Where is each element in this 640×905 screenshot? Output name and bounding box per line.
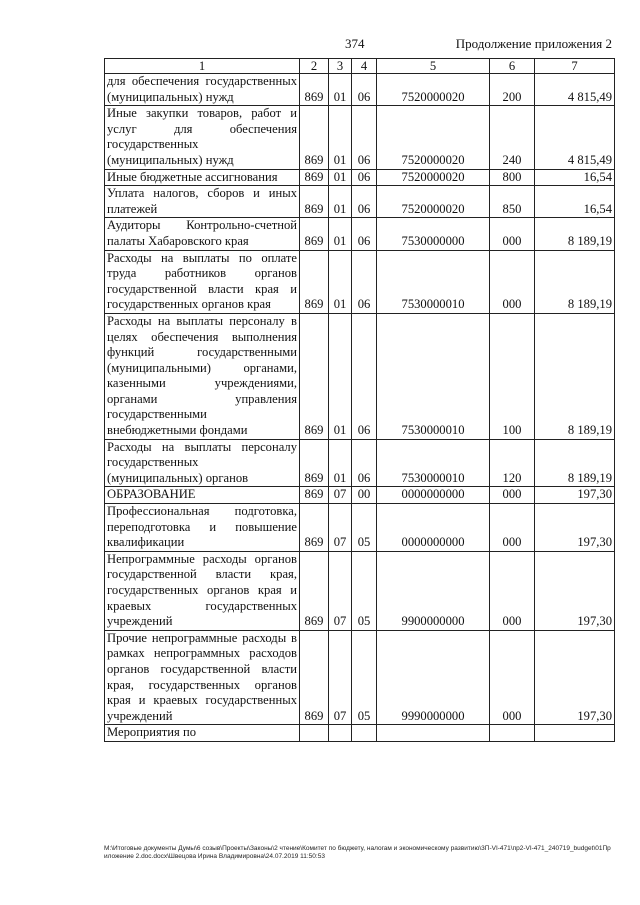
table-row — [105, 106, 615, 169]
amount-cell — [535, 725, 615, 742]
amount-cell: 197,30 — [535, 504, 615, 552]
expense-type-cell: 100 — [490, 313, 535, 439]
admin-code-cell: 869 — [300, 218, 329, 250]
amount-cell: 16,54 — [535, 186, 615, 218]
table-row — [105, 551, 615, 630]
admin-code-cell: 869 — [300, 630, 329, 725]
subsection-cell: 06 — [352, 439, 377, 487]
row-name-cell: Непрограммные расходы органов государственной власти края, государственных органов края и краевых государственных учреждений — [105, 551, 300, 630]
admin-code-cell: 869 — [300, 250, 329, 313]
expense-type-cell: 000 — [490, 250, 535, 313]
target-article-cell: 0000000000 — [377, 504, 490, 552]
amount-cell: 8 189,19 — [535, 439, 615, 487]
row-name-cell: для обеспечения государственных (муниципальных) нужд — [105, 74, 300, 106]
admin-code-cell: 869 — [300, 74, 329, 106]
subsection-cell: 05 — [352, 504, 377, 552]
subsection-cell: 06 — [352, 106, 377, 169]
subsection-cell: 05 — [352, 630, 377, 725]
expense-type-cell: 000 — [490, 487, 535, 504]
section-cell — [329, 725, 352, 742]
table-row — [105, 487, 615, 504]
amount-cell: 16,54 — [535, 169, 615, 186]
amount-cell: 8 189,19 — [535, 313, 615, 439]
expense-type-cell: 120 — [490, 439, 535, 487]
target-article-cell: 7520000020 — [377, 106, 490, 169]
subsection-cell: 00 — [352, 487, 377, 504]
section-cell: 01 — [329, 313, 352, 439]
admin-code-cell: 869 — [300, 106, 329, 169]
row-name-cell: Уплата налогов, сборов и иных платежей — [105, 186, 300, 218]
expense-type-cell: 200 — [490, 74, 535, 106]
column-header: 5 — [377, 59, 490, 74]
expense-type-cell: 000 — [490, 630, 535, 725]
target-article-cell — [377, 725, 490, 742]
section-cell: 01 — [329, 218, 352, 250]
section-cell: 01 — [329, 169, 352, 186]
column-header: 2 — [300, 59, 329, 74]
column-header: 4 — [352, 59, 377, 74]
amount-cell: 8 189,19 — [535, 218, 615, 250]
expense-type-cell: 000 — [490, 551, 535, 630]
section-cell: 07 — [329, 551, 352, 630]
amount-cell: 197,30 — [535, 630, 615, 725]
column-header: 1 — [105, 59, 300, 74]
table-row — [105, 439, 615, 487]
expense-type-cell: 800 — [490, 169, 535, 186]
admin-code-cell: 869 — [300, 504, 329, 552]
document-path: M:\Итоговые документы Думы\6 созыв\Проекты\Законы\2 чтение\Комитет по бюджету, налогам и экономическому развитию\3П-VI-471\пр2-VI-471_240719_budget\01Приложение 2.doc.docx\Швецова Ирина Владимировна\24.07.2019 11:50:53 — [104, 845, 611, 860]
admin-code-cell: 869 — [300, 487, 329, 504]
amount-cell: 197,30 — [535, 487, 615, 504]
table-row — [105, 504, 615, 552]
row-name-cell: Мероприятия по — [105, 725, 300, 742]
target-article-cell: 7520000020 — [377, 169, 490, 186]
section-cell: 01 — [329, 439, 352, 487]
table-header-row — [105, 59, 615, 74]
target-article-cell: 9900000000 — [377, 551, 490, 630]
row-name-cell: Прочие непрограммные расходы в рамках непрограммных расходов органов государственной власти края, государственных органов края и краевых государственных учреждений — [105, 630, 300, 725]
page-header — [0, 36, 640, 56]
table-row — [105, 250, 615, 313]
subsection-cell — [352, 725, 377, 742]
subsection-cell: 05 — [352, 551, 377, 630]
section-cell: 07 — [329, 630, 352, 725]
subsection-cell: 06 — [352, 218, 377, 250]
target-article-cell: 7520000020 — [377, 74, 490, 106]
row-name-cell: Аудиторы Контрольно-счетной палаты Хабаровского края — [105, 218, 300, 250]
admin-code-cell: 869 — [300, 169, 329, 186]
row-name-cell: Профессиональная подготовка, переподготовка и повышение квалификации — [105, 504, 300, 552]
admin-code-cell: 869 — [300, 313, 329, 439]
expense-type-cell: 240 — [490, 106, 535, 169]
amount-cell: 4 815,49 — [535, 106, 615, 169]
page-number: 374 — [345, 36, 365, 51]
row-name-cell: Расходы на выплаты по оплате труда работников органов государственной власти края и государственных органов края — [105, 250, 300, 313]
subsection-cell: 06 — [352, 250, 377, 313]
admin-code-cell — [300, 725, 329, 742]
target-article-cell: 7520000020 — [377, 186, 490, 218]
admin-code-cell: 869 — [300, 439, 329, 487]
target-article-cell: 7530000000 — [377, 218, 490, 250]
column-header: 6 — [490, 59, 535, 74]
target-article-cell: 7530000010 — [377, 313, 490, 439]
column-header: 7 — [535, 59, 615, 74]
table-row — [105, 630, 615, 725]
subsection-cell: 06 — [352, 169, 377, 186]
table-row — [105, 313, 615, 439]
column-header: 3 — [329, 59, 352, 74]
expense-type-cell: 850 — [490, 186, 535, 218]
amount-cell: 4 815,49 — [535, 74, 615, 106]
section-cell: 01 — [329, 250, 352, 313]
target-article-cell: 0000000000 — [377, 487, 490, 504]
row-name-cell: Расходы на выплаты персоналу в целях обеспечения выполнения функций государственными (муниципальными) органами, казенными учреждениями, органами управления государственными внебюджетными фондами — [105, 313, 300, 439]
section-cell: 01 — [329, 186, 352, 218]
section-cell: 01 — [329, 106, 352, 169]
section-cell: 07 — [329, 487, 352, 504]
subsection-cell: 06 — [352, 186, 377, 218]
continuation-label: Продолжение приложения 2 — [455, 36, 612, 51]
expense-type-cell: 000 — [490, 218, 535, 250]
table-row — [105, 218, 615, 250]
row-name-cell: ОБРАЗОВАНИЕ — [105, 487, 300, 504]
target-article-cell: 7530000010 — [377, 439, 490, 487]
expense-type-cell — [490, 725, 535, 742]
row-name-cell: Иные закупки товаров, работ и услуг для обеспечения государственных (муниципальных) нужд — [105, 106, 300, 169]
section-cell: 07 — [329, 504, 352, 552]
table-row — [105, 169, 615, 186]
budget-table — [104, 58, 615, 742]
target-article-cell: 9990000000 — [377, 630, 490, 725]
row-name-cell: Расходы на выплаты персоналу государственных (муниципальных) органов — [105, 439, 300, 487]
section-cell: 01 — [329, 74, 352, 106]
amount-cell: 8 189,19 — [535, 250, 615, 313]
subsection-cell: 06 — [352, 313, 377, 439]
target-article-cell: 7530000010 — [377, 250, 490, 313]
expense-type-cell: 000 — [490, 504, 535, 552]
table-row — [105, 725, 615, 742]
table-body — [105, 74, 615, 742]
subsection-cell: 06 — [352, 74, 377, 106]
table-row — [105, 74, 615, 106]
admin-code-cell: 869 — [300, 551, 329, 630]
row-name-cell: Иные бюджетные ассигнования — [105, 169, 300, 186]
amount-cell: 197,30 — [535, 551, 615, 630]
table-row — [105, 186, 615, 218]
admin-code-cell: 869 — [300, 186, 329, 218]
